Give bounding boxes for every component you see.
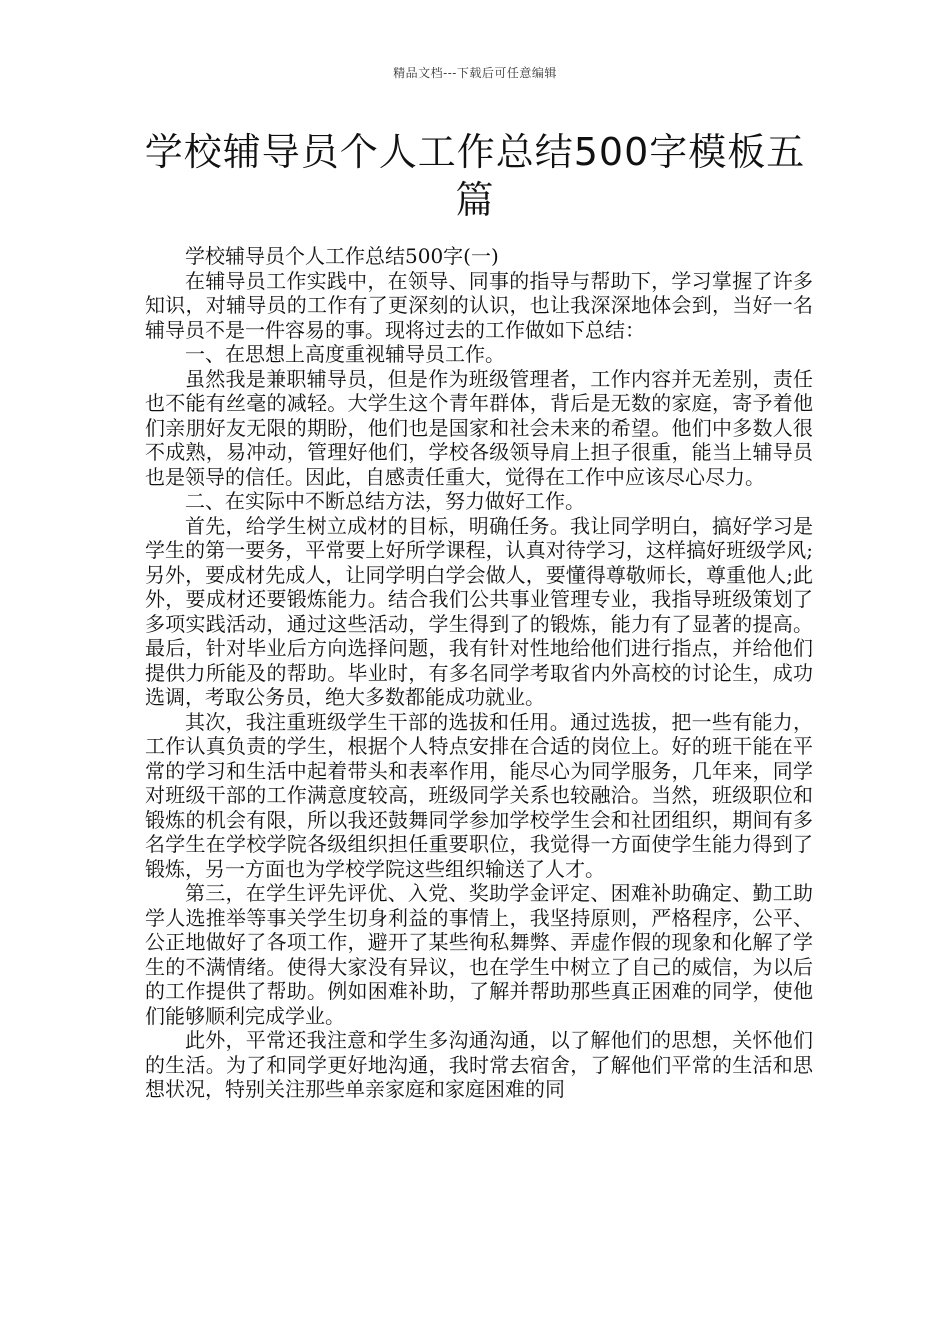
section-heading: 学校辅导员个人工作总结500字(一) [185,244,499,268]
paragraph: 首先，给学生树立成材的目标，明确任务。我让同学明白，搞好学习是学生的第一要务，平常要上好所学课程，认真对待学习，这样搞好班级学风;另外，要成材先成人，让同学明白学会做人，要懂得尊敬师长，尊重他人;此外，要成材还要锻炼能力。结合我们公共事业管理专业，我指导班级策划了多项实践活动，通过这些活动，学生得到了的锻炼，能力有了显著的提高。最后，针对毕业后方向选择问题，我有针对性地给他们进行指点，并给他们提供力所能及的帮助。毕业时，有多名同学考取省内外高校的讨论生，成功选调，考取公务员，绝大多数都能成功就业。 [145,513,813,709]
document-title: 学校辅导员个人工作总结500字模板五篇 [144,130,806,222]
header-note: 精品文档---下载后可任意编辑 [393,66,557,80]
document-body [145,244,813,1102]
section-heading: 二、在实际中不断总结方法，努力做好工作。 [185,489,585,513]
section-heading: 一、在思想上高度重视辅导员工作。 [185,342,505,366]
paragraph: 在辅导员工作实践中，在领导、同事的指导与帮助下，学习掌握了许多知识，对辅导员的工作有了更深刻的认识，也让我深深地体会到，当好一名辅导员不是一件容易的事。现将过去的工作做如下总结： [145,268,813,342]
paragraph: 第三，在学生评先评优、入党、奖助学金评定、困难补助确定、勤工助学人选推举等事关学生切身利益的事情上，我坚持原则，严格程序，公平、公正地做好了各项工作，避开了某些徇私舞弊、弄虚作假的现象和化解了学生的不满情绪。使得大家没有异议，也在学生中树立了自己的威信，为以后的工作提供了帮助。例如困难补助，了解并帮助那些真正困难的同学，使他们能够顺利完成学业。 [145,881,813,1028]
paragraph: 此外，平常还我注意和学生多沟通沟通，以了解他们的思想，关怀他们的生活。为了和同学更好地沟通，我时常去宿舍，了解他们平常的生活和思想状况，特别关注那些单亲家庭和家庭困难的同 [145,1028,813,1101]
paragraph: 其次，我注重班级学生干部的选拔和任用。通过选拔，把一些有能力，工作认真负责的学生，根据个人特点安排在合适的岗位上。好的班干能在平常的学习和生活中起着带头和表率作用，能尽心为同学服务，几年来，同学对班级干部的工作满意度较高，班级同学关系也较融洽。当然，班级职位和锻炼的机会有限，所以我还鼓舞同学参加学校学生会和社团组织，期间有多名学生在学校学院各级组织担任重要职位，我觉得一方面使学生能力得到了锻炼，另一方面也为学校学院这些组织输送了人才。 [145,709,813,881]
paragraph: 虽然我是兼职辅导员，但是作为班级管理者，工作内容并无差别，责任也不能有丝毫的减轻。大学生这个青年群体，背后是无数的家庭，寄予着他们亲朋好友无限的期盼，他们也是国家和社会未来的希望。他们中多数人很不成熟，易冲动，管理好他们，学校各级领导肩上担子很重，能当上辅导员也是领导的信任。因此，自感责任重大，觉得在工作中应该尽心尽力。 [145,366,813,489]
